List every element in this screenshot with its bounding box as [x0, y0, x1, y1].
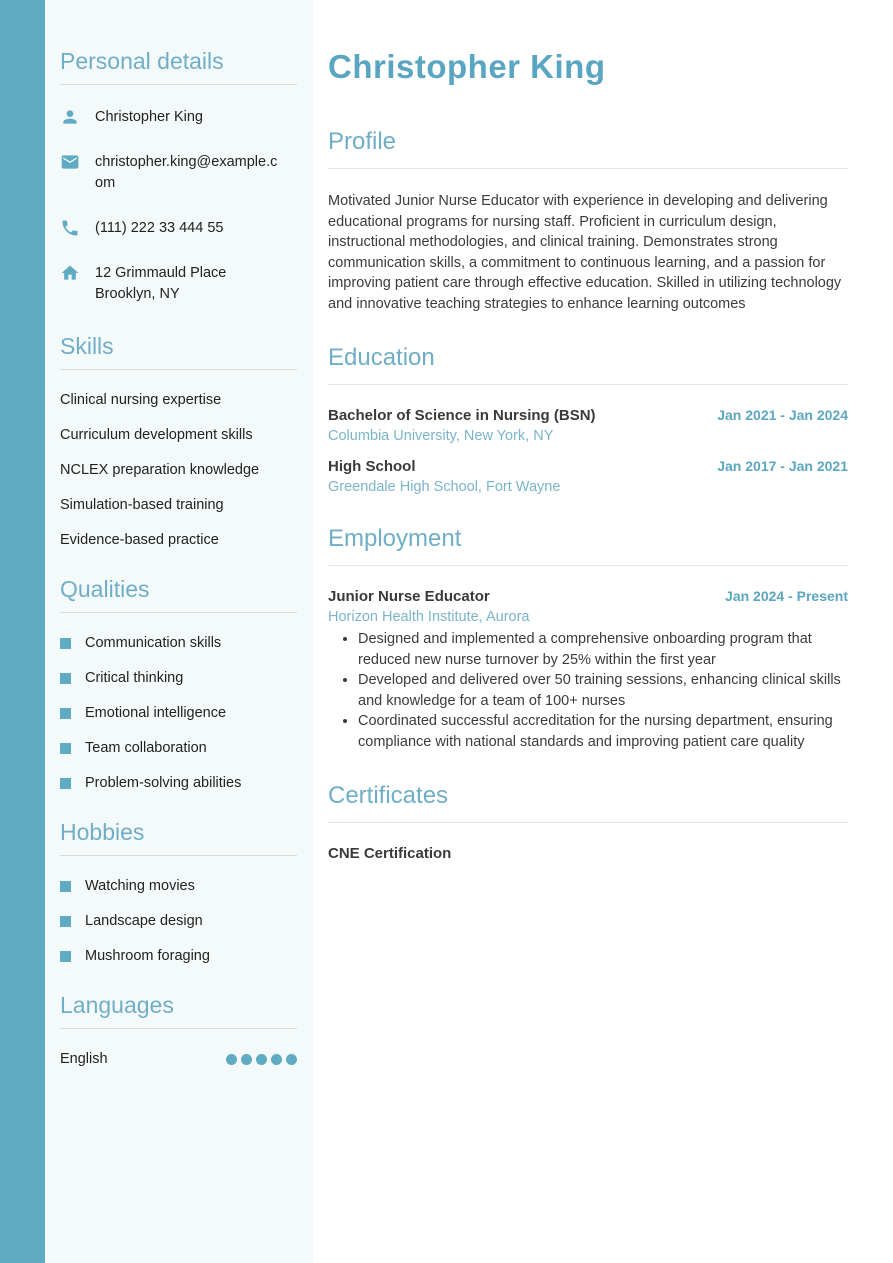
home-icon — [60, 263, 80, 283]
education-title: High School — [328, 458, 416, 475]
hobby-item: Watching movies — [60, 878, 297, 894]
hobbies-heading: Hobbies — [60, 819, 297, 856]
education-institution: Greendale High School, Fort Wayne — [328, 479, 561, 495]
contact-name: Christopher King — [95, 109, 203, 125]
hobby-item: Landscape design — [60, 913, 297, 929]
square-bullet-icon — [60, 881, 71, 892]
language-row — [60, 1051, 297, 1067]
profile-section — [328, 128, 848, 314]
square-bullet-icon — [60, 673, 71, 684]
contact-email[interactable]: christopher.king@example.com — [95, 154, 278, 191]
employment-bullet: • Developed and delivered over 50 training sessions, enhancing clinical skills and knowledge for a team of 100+ nurses — [358, 670, 848, 711]
languages-heading: Languages — [60, 992, 297, 1029]
education-entry — [328, 458, 848, 495]
certificates-heading: Certificates — [328, 782, 848, 823]
level-dot-icon — [271, 1054, 282, 1065]
accent-stripe — [0, 0, 45, 1263]
employment-dates: Jan 2024 - Present — [725, 588, 848, 604]
contact-address-row — [60, 263, 297, 305]
skills-heading: Skills — [60, 333, 297, 370]
contact-email-row — [60, 152, 297, 194]
education-heading: Education — [328, 344, 848, 385]
hobbies-list — [60, 878, 297, 964]
certificates-section — [328, 782, 848, 862]
level-dot-icon — [226, 1054, 237, 1065]
contact-phone-row — [60, 218, 297, 239]
profile-text: Motivated Junior Nurse Educator with experience in developing and delivering educational programs for nursing staff. Proficient in curriculum design, instructional methodologies, and clinical training. Demonstrates strong communication skills, a commitment to continuous learning, and a passion for improving patient care through effective education. Skilled in utilizing technology and innovative teaching strategies to enhance learning outcomes — [328, 193, 842, 312]
sidebar — [45, 0, 313, 1263]
qualities-section — [60, 576, 297, 791]
personal-details-section — [60, 48, 297, 305]
square-bullet-icon — [60, 916, 71, 927]
skill-item: Evidence-based practice — [60, 532, 219, 548]
employment-section — [328, 525, 848, 752]
hobbies-section — [60, 819, 297, 964]
person-name: Christopher King — [328, 48, 606, 85]
level-dot-icon — [256, 1054, 267, 1065]
level-dot-icon — [286, 1054, 297, 1065]
quality-item: Problem-solving abilities — [60, 775, 297, 791]
main-column — [313, 0, 893, 1263]
education-title: Bachelor of Science in Nursing (BSN) — [328, 407, 596, 424]
employment-title: Junior Nurse Educator — [328, 588, 490, 605]
skill-item: Curriculum development skills — [60, 427, 253, 443]
employment-entry — [328, 588, 848, 752]
employment-bullet-list — [328, 629, 848, 752]
square-bullet-icon — [60, 743, 71, 754]
square-bullet-icon — [60, 951, 71, 962]
languages-section — [60, 992, 297, 1067]
contact-address — [95, 263, 226, 305]
certificate-title: CNE Certification — [328, 845, 452, 862]
skill-item: NCLEX preparation knowledge — [60, 462, 260, 478]
square-bullet-icon — [60, 638, 71, 649]
skill-item: Simulation-based training — [60, 497, 224, 513]
square-bullet-icon — [60, 708, 71, 719]
education-institution: Columbia University, New York, NY — [328, 428, 554, 444]
square-bullet-icon — [60, 778, 71, 789]
education-dates: Jan 2017 - Jan 2021 — [717, 458, 848, 474]
level-dot-icon — [241, 1054, 252, 1065]
user-icon — [60, 107, 80, 127]
qualities-list — [60, 635, 297, 791]
education-entry — [328, 407, 848, 444]
profile-heading: Profile — [328, 128, 848, 169]
employment-company: Horizon Health Institute, Aurora — [328, 609, 530, 625]
quality-item: Team collaboration — [60, 740, 297, 756]
education-section — [328, 344, 848, 495]
skill-item: Clinical nursing expertise — [60, 392, 222, 408]
mail-icon — [60, 152, 80, 172]
hobby-item: Mushroom foraging — [60, 948, 297, 964]
language-level-dots — [226, 1054, 297, 1065]
employment-bullet: • Coordinated successful accreditation for the nursing department, ensuring compliance with national standards and improving patient care quality — [358, 711, 848, 752]
personal-details-heading: Personal details — [60, 48, 297, 85]
language-name: English — [60, 1051, 108, 1067]
skills-list — [60, 392, 297, 548]
quality-item: Emotional intelligence — [60, 705, 297, 721]
address-line1: 12 Grimmauld Place — [95, 265, 227, 281]
education-dates: Jan 2021 - Jan 2024 — [717, 407, 848, 423]
contact-phone: (111) 222 33 444 55 — [95, 220, 224, 236]
employment-bullet: • Designed and implemented a comprehensive onboarding program that reduced new nurse turnover by 25% within the first year — [358, 629, 848, 670]
contact-name-row — [60, 107, 297, 128]
quality-item: Critical thinking — [60, 670, 297, 686]
qualities-heading: Qualities — [60, 576, 297, 613]
employment-heading: Employment — [328, 525, 848, 566]
phone-icon — [60, 218, 80, 238]
skills-section — [60, 333, 297, 548]
quality-item: Communication skills — [60, 635, 297, 651]
address-line2: Brooklyn, NY — [95, 286, 180, 302]
